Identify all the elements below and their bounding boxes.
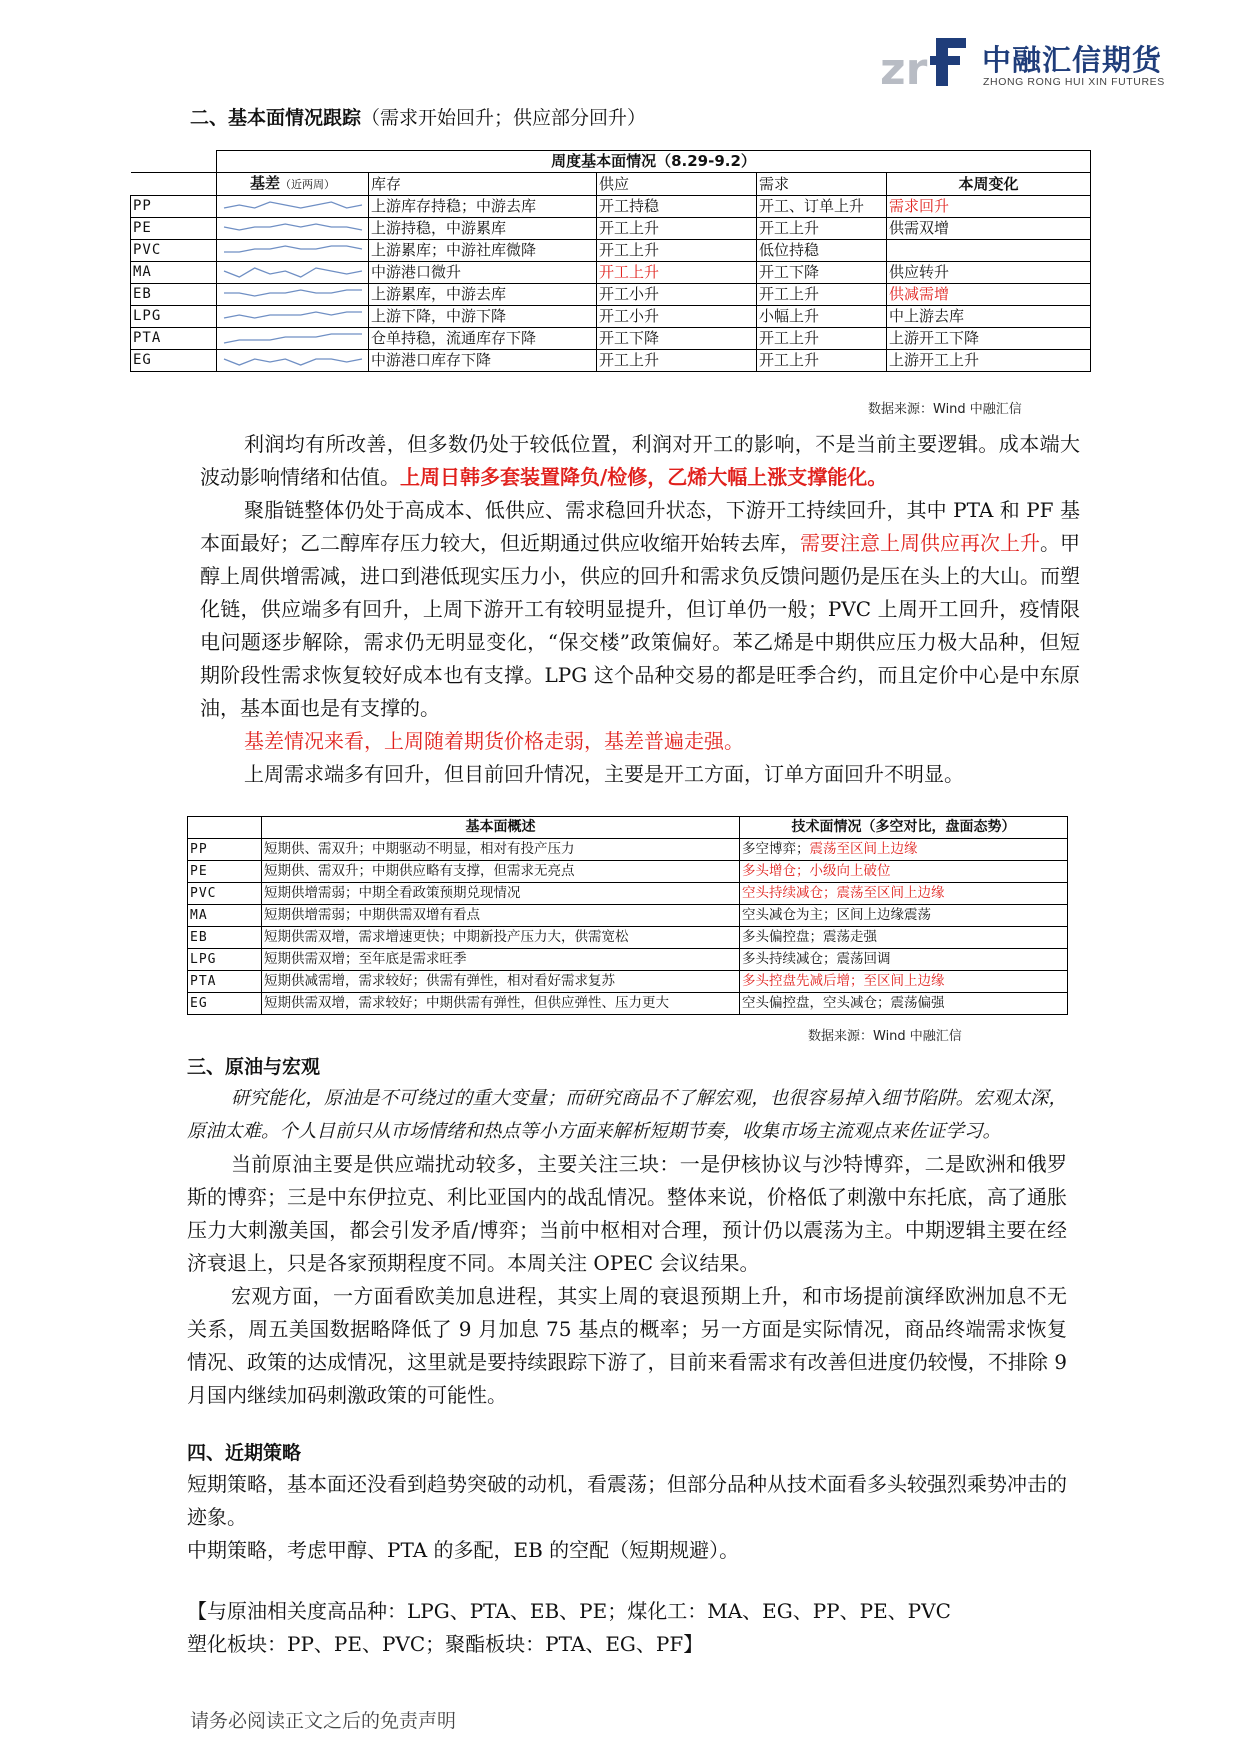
tech-part-a: 空头偏控盘， [742, 995, 823, 1011]
row-demand: 开工上升 [757, 218, 887, 240]
table2-source: 数据来源：Wind 中融汇信 [808, 1029, 962, 1044]
section-3-p1: 当前原油主要是供应端扰动较多，主要关注三块：一是伊核协议与沙特博弈，二是欧洲和俄罗斯的博弈；三是中东伊拉克、利比亚国内的战乱情况。整体来说，价格低了刺激中东托底，高了通胀压力大刺激美国，都会引发矛盾/博弈；当前中枢相对合理，预计仍以震荡为主。中期逻辑主要在经济衰退上，只是各家预期程度不同。本周关注 OPEC 会议结果。 [187, 1152, 1067, 1275]
basis-sparkline [217, 284, 369, 306]
tech-part-b: 小级向上破位 [809, 863, 891, 879]
sparkline-line [224, 290, 362, 296]
tech-part-a: 多头持续减仓； [742, 951, 837, 967]
row-fundamental: 短期供减需增，需求较好；供需有弹性，相对看好需求复苏 [262, 971, 740, 993]
row-inventory: 上游累库，中游去库 [369, 284, 597, 306]
row-inventory: 上游下降，中游下降 [369, 306, 597, 328]
section-3-p2: 宏观方面，一方面看欧美加息进程，其实上周的衰退预期上升，和市场提前演绎欧洲加息不无关系，周五美国数据略降低了 9 月加息 75 基点的概率；另一方面是实际情况，商品终端需求恢复情况、政策的达成情况，这里就是要持续跟踪下游了，目前来看需求有改善但进度仍较慢，不排除 9 月国内继续加码刺激政策的可能性。 [187, 1284, 1067, 1407]
row-change: 供需双增 [887, 218, 1091, 240]
basis-sparkline-chart [220, 352, 366, 370]
row-demand: 开工、订单上升 [757, 196, 887, 218]
row-fundamental: 短期供需双增，需求较好；中期供需有弹性，但供应弹性、压力更大 [262, 993, 740, 1015]
table1-row [131, 240, 1091, 262]
col-technical: 技术面情况（多空对比，盘面态势） [740, 817, 1068, 839]
row-supply: 开工上升 [597, 218, 757, 240]
tech-part-b: 震荡回调 [836, 951, 891, 967]
tech-part-b: 空头减仓；震荡偏强 [823, 995, 945, 1011]
analysis-p1: 利润均有所改善，但多数仍处于较低位置，利润对开工的影响，不是当前主要逻辑。成本端大波动影响情绪和估值。上周日韩多套装置降负/检修，乙烯大幅上涨支撑能化。 [200, 432, 1080, 489]
analysis-text [200, 428, 1080, 791]
section-4-body [187, 1468, 1067, 1567]
row-technical [740, 883, 1068, 905]
table1-source: 数据来源：Wind 中融汇信 [868, 402, 1022, 417]
row-technical [740, 861, 1068, 883]
table1-row [131, 196, 1091, 218]
row-change: 中上游去库 [887, 306, 1091, 328]
table2-row [188, 949, 1068, 971]
row-supply: 开工持稳 [597, 196, 757, 218]
table1-row [131, 306, 1091, 328]
svg-text:zr: zr [880, 44, 928, 92]
section-2-title: 二、基本面情况跟踪 [190, 107, 362, 129]
row-inventory: 上游累库；中游社库微降 [369, 240, 597, 262]
basis-sparkline-chart [220, 264, 366, 282]
analysis-p2: 聚脂链整体仍处于高成本、低供应、需求稳回升状态，下游开工持续回升，其中 PTA 和 PF 基本面最好；乙二醇库存压力较大，但近期通过供应收缩开始转去库，需要注意上周供应再次上升。甲醇上周供增需减，进口到港低现实压力小，供应的回升和需求负反馈问题仍是压在头上的大山。而塑化链，供应端多有回升，上周下游开工有较明显提升，但订单仍一般；PVC 上周开工回升，疫情限电问题逐步解除，需求仍无明显变化，“保交楼”政策偏好。苯乙烯是中期供应压力极大品种，但短期阶段性需求恢复较好成本也有支撑。LPG 这个品种交易的都是旺季合约，而且定价中心是中东原油，基本面也是有支撑的。 [200, 498, 1080, 720]
row-fundamental: 短期供增需弱；中期供需双增有看点 [262, 905, 740, 927]
tech-part-a: 多头控盘先减后增； [742, 973, 864, 989]
row-technical [740, 971, 1068, 993]
row-supply: 开工上升 [597, 262, 757, 284]
row-demand: 开工上升 [757, 350, 887, 372]
table2-row [188, 861, 1068, 883]
row-change: 供减需增 [887, 284, 1091, 306]
row-change: 上游开工下降 [887, 328, 1091, 350]
row-inventory: 中游港口微升 [369, 262, 597, 284]
row-code: EG [188, 993, 262, 1015]
row-code: MA [131, 262, 217, 284]
row-demand: 低位持稳 [757, 240, 887, 262]
row-fundamental: 短期供、需双升；中期驱动不明显，相对有投产压力 [262, 839, 740, 861]
sparkline-line [224, 359, 362, 365]
logo-en-text: ZHONG RONG HUI XIN FUTURES [983, 76, 1165, 88]
table2-row [188, 905, 1068, 927]
row-code: PVC [188, 883, 262, 905]
row-change: 上游开工上升 [887, 350, 1091, 372]
section-4-p1: 短期策略，基本面还没看到趋势突破的动机，看震荡；但部分品种从技术面看多头较强烈乘势冲击的迹象。 [187, 1472, 1067, 1529]
row-code: LPG [188, 949, 262, 971]
row-supply: 开工小升 [597, 284, 757, 306]
basis-sparkline-chart [220, 242, 366, 260]
row-supply: 开工上升 [597, 350, 757, 372]
tech-part-b: 震荡至区间上边缘 [836, 885, 945, 901]
basis-sparkline-chart [220, 330, 366, 348]
section-2-note: （需求开始回升；供应部分回升） [361, 107, 647, 129]
related-varieties-note [187, 1595, 1067, 1661]
note-line-1: 【与原油相关度高品种：LPG、PTA、EB、PE；煤化工：MA、EG、PP、PE、PVC [187, 1599, 951, 1623]
tech-part-a: 空头减仓为主； [742, 907, 837, 923]
basis-sparkline [217, 196, 369, 218]
basis-sparkline-chart [220, 198, 366, 216]
basis-sparkline [217, 218, 369, 240]
col-change: 本周变化 [887, 173, 1091, 196]
col-basis: 基差（近两周） [217, 173, 369, 196]
fundamental-technical-table [187, 816, 1068, 1015]
basis-sparkline [217, 262, 369, 284]
row-code: PVC [131, 240, 217, 262]
row-technical [740, 839, 1068, 861]
section-3-body [187, 1082, 1067, 1412]
row-supply: 开工上升 [597, 240, 757, 262]
row-code: EB [188, 927, 262, 949]
row-code: EB [131, 284, 217, 306]
row-fundamental: 短期供增需弱；中期全看政策预期兑现情况 [262, 883, 740, 905]
basis-sparkline [217, 240, 369, 262]
table1-row [131, 262, 1091, 284]
sparkline-line [224, 334, 362, 343]
tech-part-a: 多头增仓； [742, 863, 810, 879]
table1-row [131, 218, 1091, 240]
row-inventory: 上游库存持稳；中游去库 [369, 196, 597, 218]
section-4-title: 四、近期策略 [187, 1442, 302, 1464]
row-technical [740, 949, 1068, 971]
tech-part-a: 多空博弈； [742, 841, 810, 857]
table1-row [131, 350, 1091, 372]
row-demand: 开工上升 [757, 328, 887, 350]
row-supply: 开工下降 [597, 328, 757, 350]
note-line-2: 塑化板块：PP、PE、PVC；聚酯板块：PTA、EG、PF】 [187, 1632, 704, 1656]
analysis-p3: 基差情况来看，上周随着期货价格走弱，基差普遍走强。 [244, 729, 744, 753]
basis-sparkline-chart [220, 286, 366, 304]
row-demand: 小幅上升 [757, 306, 887, 328]
row-code: MA [188, 905, 262, 927]
table2-row [188, 927, 1068, 949]
col-supply: 供应 [597, 173, 757, 196]
row-change: 需求回升 [887, 196, 1091, 218]
basis-sparkline [217, 306, 369, 328]
row-change [887, 240, 1091, 262]
basis-sparkline-chart [220, 308, 366, 326]
row-demand: 开工上升 [757, 284, 887, 306]
table2-row [188, 839, 1068, 861]
logo-cn-text: 中融汇信期货 [982, 43, 1163, 77]
table1-title: 周度基本面情况（8.29-9.2） [217, 151, 1091, 173]
table2-row [188, 993, 1068, 1015]
sparkline-line [224, 312, 362, 318]
basis-sparkline-chart [220, 220, 366, 238]
section-2-heading [190, 103, 646, 130]
zrf-logo-mark-icon [880, 34, 972, 92]
row-technical [740, 927, 1068, 949]
col-demand: 需求 [757, 173, 887, 196]
analysis-p4: 上周需求端多有回升，但目前回升情况，主要是开工方面，订单方面回升不明显。 [244, 762, 964, 786]
tech-part-b: 震荡走强 [823, 929, 877, 945]
row-inventory: 上游持稳，中游累库 [369, 218, 597, 240]
row-fundamental: 短期供、需双升；中期供应略有支撑，但需求无亮点 [262, 861, 740, 883]
sparkline-line [224, 246, 362, 252]
company-logo [880, 34, 1180, 94]
row-code: LPG [131, 306, 217, 328]
weekly-fundamentals-table [130, 150, 1091, 372]
tech-part-b: 区间上边缘震荡 [836, 907, 931, 923]
col-inventory: 库存 [369, 173, 597, 196]
sparkline-line [224, 224, 362, 230]
row-code: EG [131, 350, 217, 372]
section-3-italic: 研究能化，原油是不可绕过的重大变量；而研究商品不了解宏观，也很容易掉入细节陷阱。宏观太深，原油太难。个人目前只从市场情绪和热点等小方面来解析短期节奏，收集市场主流观点来佐证学习。 [187, 1088, 1067, 1142]
row-demand: 开工下降 [757, 262, 887, 284]
table2-row [188, 971, 1068, 993]
tech-part-b: 震荡至区间上边缘 [809, 841, 918, 857]
col-fundamental: 基本面概述 [262, 817, 740, 839]
basis-sparkline [217, 350, 369, 372]
tech-part-a: 空头持续减仓； [742, 885, 837, 901]
sparkline-line [224, 268, 362, 277]
row-code: PTA [131, 328, 217, 350]
row-code: PE [188, 861, 262, 883]
row-fundamental: 短期供需双增；至年底是需求旺季 [262, 949, 740, 971]
table1-row [131, 284, 1091, 306]
row-inventory: 仓单持稳，流通库存下降 [369, 328, 597, 350]
disclaimer-link[interactable]: 请务必阅读正文之后的免责声明 [190, 1710, 457, 1732]
sparkline-line [224, 202, 362, 208]
basis-sparkline [217, 328, 369, 350]
section-3-title: 三、原油与宏观 [187, 1056, 321, 1078]
table1-row [131, 328, 1091, 350]
row-code: PTA [188, 971, 262, 993]
row-inventory: 中游港口库存下降 [369, 350, 597, 372]
section-4-p2: 中期策略，考虑甲醇、PTA 的多配，EB 的空配（短期规避）。 [187, 1538, 740, 1562]
table2-row [188, 883, 1068, 905]
row-code: PE [131, 218, 217, 240]
row-fundamental: 短期供需双增，需求增速更快；中期新投产压力大，供需宽松 [262, 927, 740, 949]
tech-part-a: 多头偏控盘； [742, 929, 823, 945]
row-technical [740, 993, 1068, 1015]
row-code: PP [188, 839, 262, 861]
row-technical [740, 905, 1068, 927]
row-code: PP [131, 196, 217, 218]
row-supply: 开工小升 [597, 306, 757, 328]
tech-part-b: 至区间上边缘 [863, 973, 945, 989]
row-change: 供应转升 [887, 262, 1091, 284]
